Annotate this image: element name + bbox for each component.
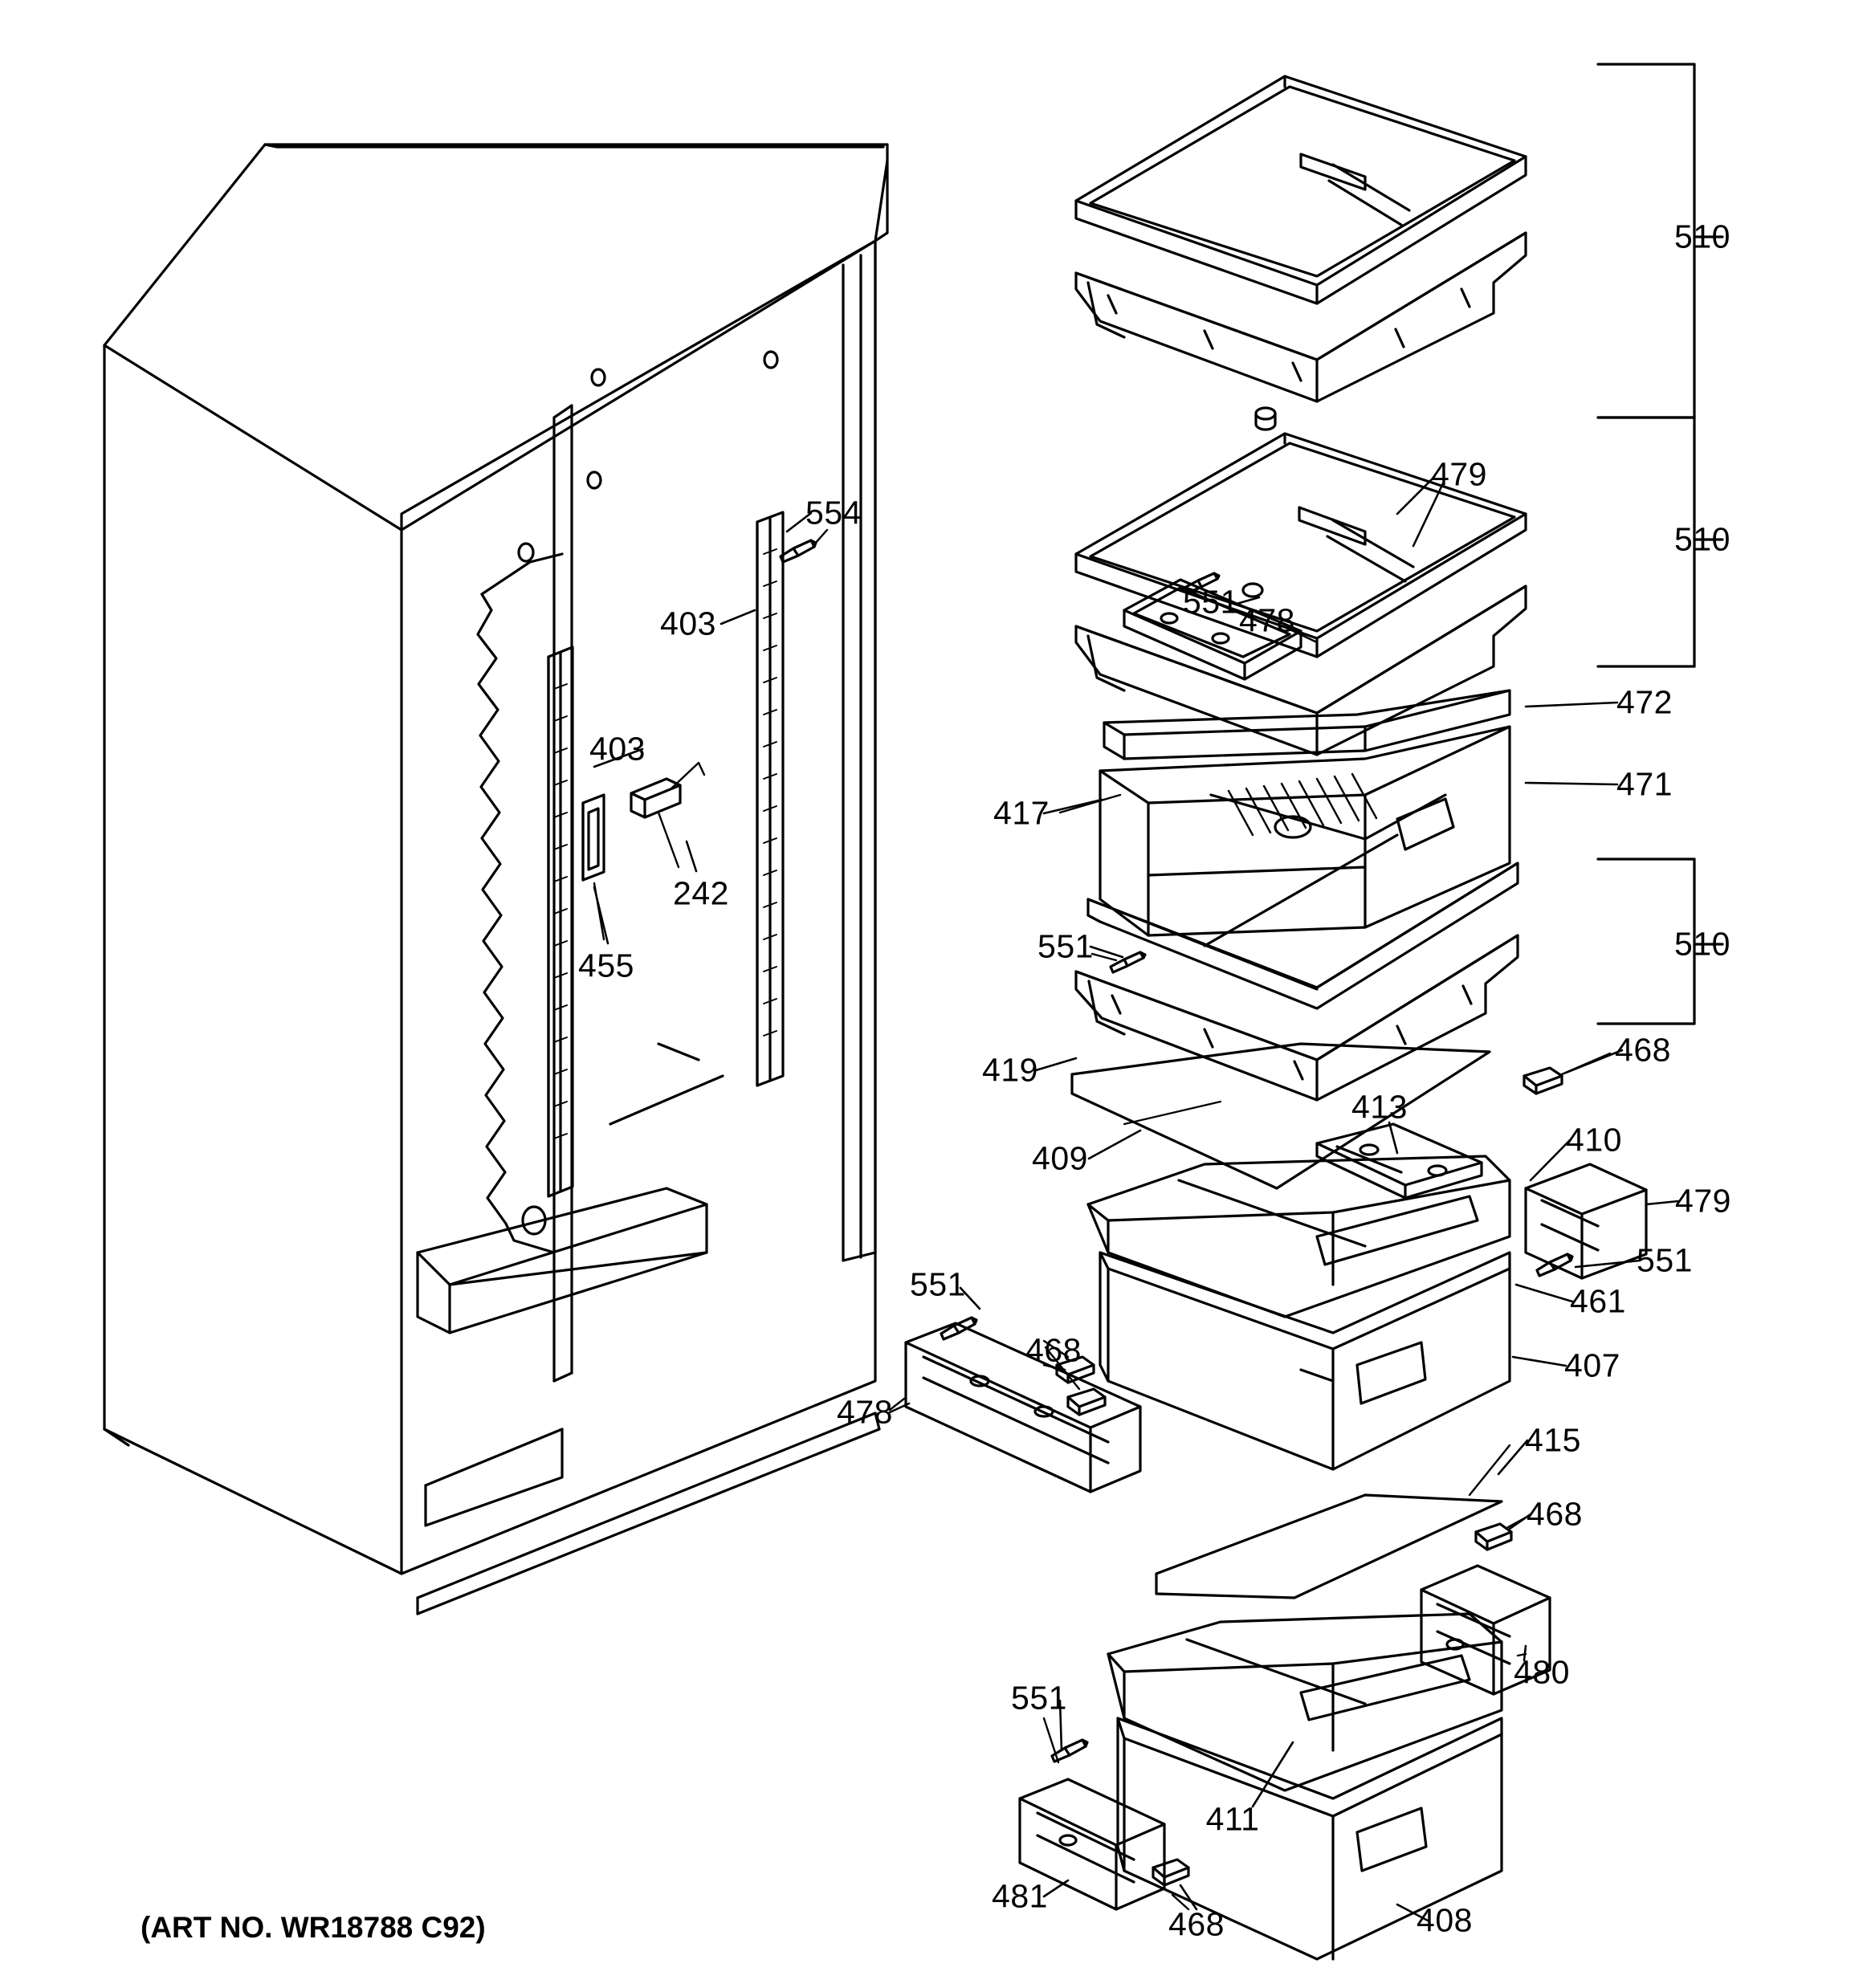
callout-551-left-rail: 551: [910, 1265, 966, 1303]
callout-468-upper: 468: [1615, 1031, 1671, 1069]
callout-480: 480: [1514, 1653, 1570, 1691]
part-shelf-frame-lower: [1088, 835, 1518, 1008]
callout-408: 408: [1417, 1901, 1473, 1939]
callout-410: 410: [1566, 1121, 1622, 1159]
callout-472: 472: [1616, 683, 1673, 721]
part-407-drawer-bin: [1100, 1253, 1510, 1469]
callout-479-lower: 479: [1675, 1182, 1731, 1220]
callout-407: 407: [1564, 1346, 1620, 1384]
callout-409: 409: [1032, 1139, 1088, 1177]
part-455-component: [583, 795, 604, 880]
callout-478-upper: 478: [1239, 601, 1295, 639]
part-478-left-rail: [906, 1323, 1140, 1492]
callout-551-right: 551: [1637, 1241, 1693, 1279]
part-415-glass-shelf: [1156, 1495, 1502, 1598]
callout-242: 242: [673, 874, 729, 912]
callout-419: 419: [982, 1051, 1038, 1089]
callout-478-lower: 478: [837, 1393, 893, 1431]
callout-554: 554: [805, 494, 862, 532]
callout-510-top: 510: [1674, 218, 1730, 255]
callout-468-left: 468: [1025, 1331, 1082, 1369]
part-510-shelf-assembly-top: [1076, 76, 1526, 430]
callout-481: 481: [992, 1877, 1048, 1915]
callout-415: 415: [1525, 1421, 1581, 1459]
part-551-screw-left-rail: [941, 1318, 976, 1339]
callout-468-right-lower: 468: [1527, 1495, 1583, 1533]
callout-510-second: 510: [1674, 520, 1730, 558]
callout-461: 461: [1570, 1282, 1626, 1320]
callout-479-upper: 479: [1431, 455, 1487, 493]
callout-471: 471: [1616, 765, 1673, 803]
part-461-drawer-front: [1088, 1156, 1510, 1317]
callout-417: 417: [993, 794, 1050, 832]
callout-551-bottom: 551: [1011, 1679, 1067, 1717]
part-468-clip-right-lower: [1476, 1524, 1511, 1550]
part-242-plug: [631, 779, 680, 817]
callout-413: 413: [1351, 1088, 1408, 1126]
art-number-note: (ART NO. WR18788 C92): [141, 1911, 486, 1944]
callout-403-lower: 403: [589, 730, 646, 768]
callout-455: 455: [578, 947, 634, 984]
callout-411: 411: [1205, 1800, 1260, 1838]
part-554-screw: [781, 540, 816, 562]
part-468-clip-bottom: [1153, 1860, 1188, 1885]
callout-551-upper: 551: [1183, 583, 1239, 621]
part-409-glass-shelf: [1072, 1044, 1490, 1188]
callout-551-mid: 551: [1037, 927, 1094, 965]
callout-468-bottom: 468: [1168, 1905, 1225, 1943]
callout-510-third: 510: [1674, 925, 1730, 963]
callout-403-upper: 403: [660, 605, 716, 642]
part-472-pan-cover: [1104, 691, 1510, 759]
part-468-clip-upper: [1524, 1068, 1562, 1094]
